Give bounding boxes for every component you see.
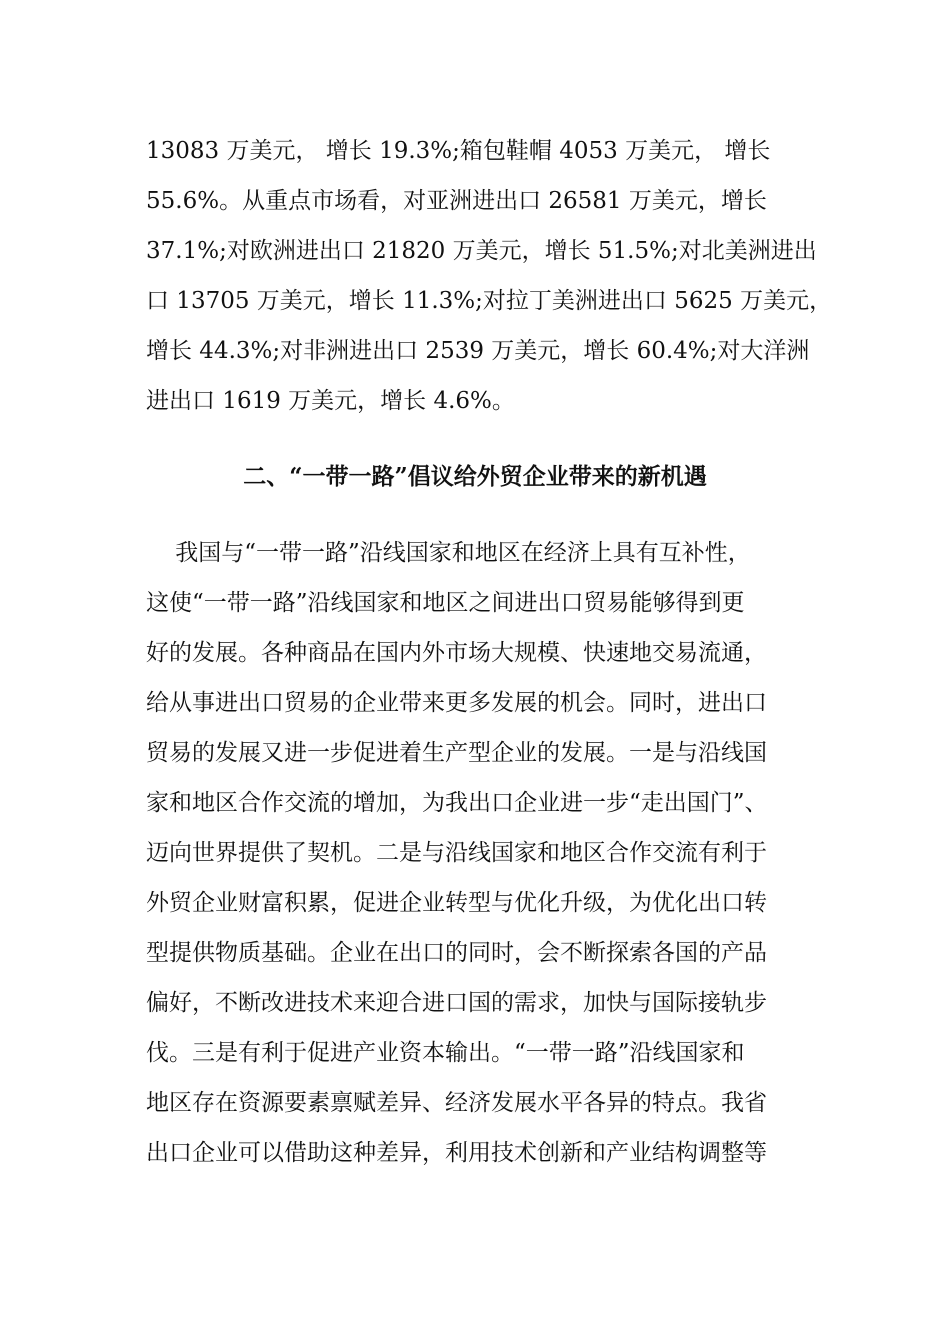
text-line: 37.1%;对欧洲进出口 21820 万美元，增长 51.5%;对北美洲进出 <box>146 238 817 264</box>
text-line: 增长 44.3%;对非洲进出口 2539 万美元，增长 60.4%;对大洋洲 <box>146 338 810 364</box>
text-line: 我国与“一带一路”沿线国家和地区在经济上具有互补性， <box>146 540 751 566</box>
text-line: 迈向世界提供了契机。二是与沿线国家和地区合作交流有利于 <box>146 840 767 866</box>
section-heading: 二、“一带一路”倡议给外贸企业带来的新机遇 <box>243 463 707 490</box>
text-line: 给从事进出口贸易的企业带来更多发展的机会。同时，进出口 <box>146 690 767 716</box>
text-line: 这使“一带一路”沿线国家和地区之间进出口贸易能够得到更 <box>146 590 745 616</box>
text-line: 贸易的发展又进一步促进着生产型企业的发展。一是与沿线国 <box>146 740 767 766</box>
text-line: 好的发展。各种商品在国内外市场大规模、快速地交易流通， <box>146 640 767 666</box>
text-line: 出口企业可以借助这种差异，利用技术创新和产业结构调整等 <box>146 1140 767 1166</box>
text-line: 偏好，不断改进技术来迎合进口国的需求，加快与国际接轨步 <box>146 990 767 1016</box>
text-line: 伐。三是有利于促进产业资本输出。“一带一路”沿线国家和 <box>146 1040 745 1066</box>
text-line: 进出口 1619 万美元，增长 4.6%。 <box>146 388 515 414</box>
text-line: 55.6%。从重点市场看，对亚洲进出口 26581 万美元，增长 <box>146 188 767 214</box>
text-line: 地区存在资源要素禀赋差异、经济发展水平各异的特点。我省 <box>146 1090 767 1116</box>
text-line: 型提供物质基础。企业在出口的同时，会不断探索各国的产品 <box>146 940 767 966</box>
text-line: 外贸企业财富积累，促进企业转型与优化升级，为优化出口转 <box>146 890 767 916</box>
text-line: 家和地区合作交流的增加，为我出口企业进一步“走出国门”、 <box>146 790 768 816</box>
text-line: 13083 万美元， 增长 19.3%;箱包鞋帽 4053 万美元， 增长 <box>146 138 771 164</box>
text-line: 口 13705 万美元，增长 11.3%;对拉丁美洲进出口 5625 万美元， <box>146 288 833 314</box>
